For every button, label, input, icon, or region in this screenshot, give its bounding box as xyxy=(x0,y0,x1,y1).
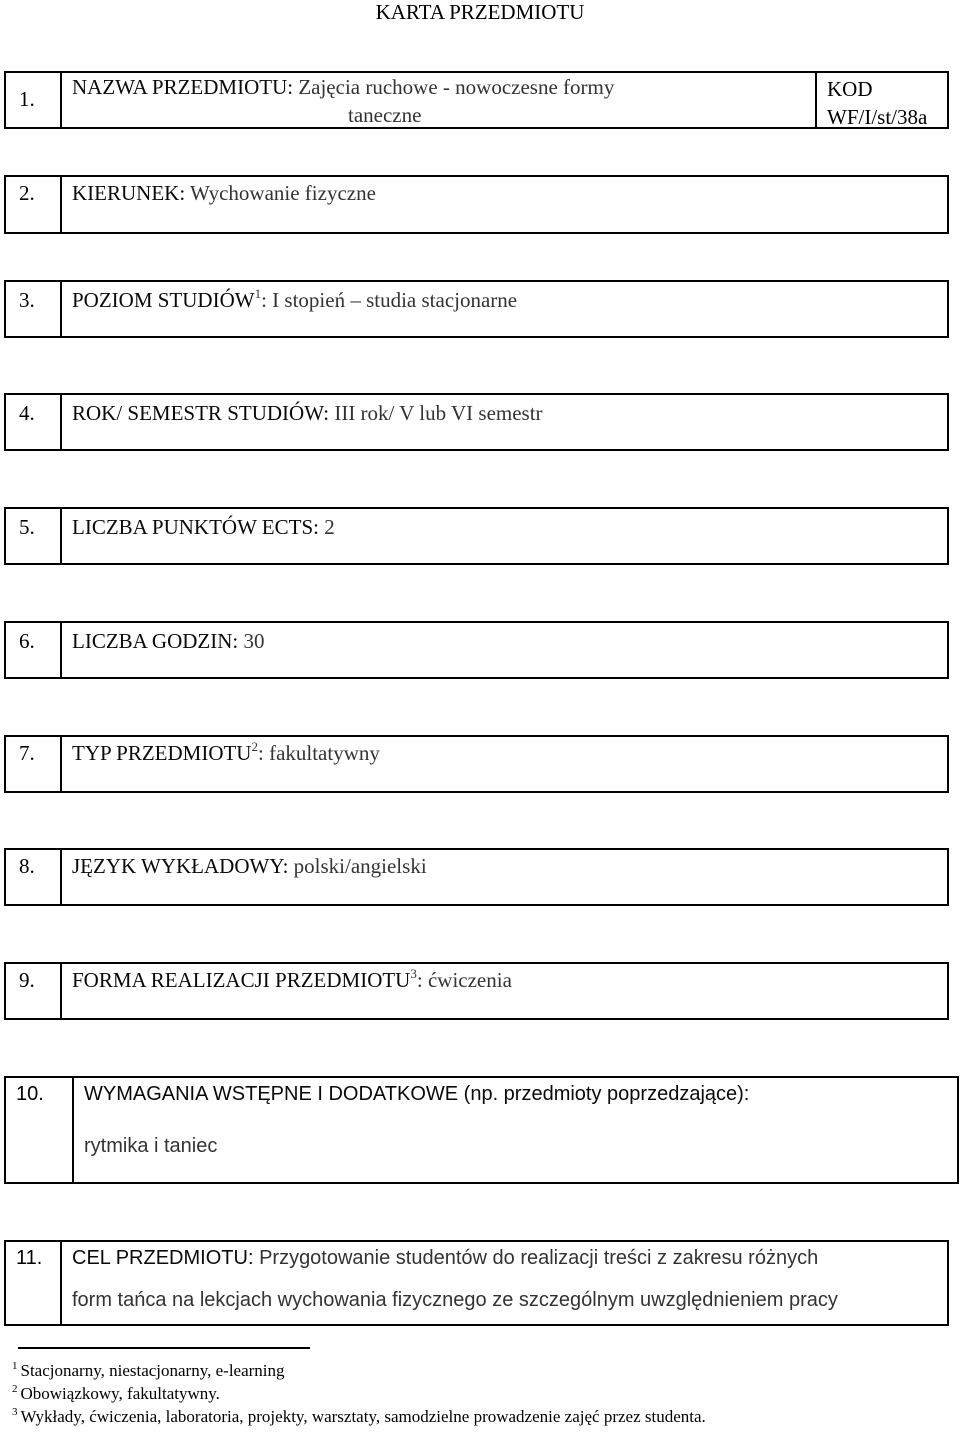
row-4 xyxy=(4,393,949,451)
row-value: fakultatywny xyxy=(269,741,380,765)
row-value: Zajęcia ruchowe - nowoczesne formy xyxy=(298,75,615,99)
row-label: TYP PRZEDMIOTU xyxy=(72,741,252,765)
row-number: 5. xyxy=(19,515,35,539)
row-number: 7. xyxy=(19,741,35,765)
row-2 xyxy=(4,175,949,234)
footnote-separator xyxy=(18,1347,310,1349)
row-label: WYMAGANIA WSTĘPNE I DODATKOWE (np. przedmioty poprzedzające): xyxy=(84,1083,750,1105)
row-value: 30 xyxy=(243,629,265,653)
kod-value: WF/I/st/38a xyxy=(827,105,928,129)
row-label: CEL PRZEDMIOTU: xyxy=(72,1247,254,1269)
row-3: 3. POZIOM STUDIÓW$^1$: I stopień – studia stacjonarne xyxy=(4,280,949,338)
kod-cell xyxy=(815,73,947,127)
footnote-ref: 1 xyxy=(254,286,262,301)
row-6 xyxy=(4,621,949,679)
row-5 xyxy=(4,507,949,565)
footnote-ref: 2 xyxy=(251,739,258,754)
row-value: Wychowanie fizyczne xyxy=(190,181,376,205)
row-label: LICZBA GODZIN: xyxy=(72,629,239,653)
page-title: KARTA PRZEDMIOTU xyxy=(375,0,585,24)
row-1 xyxy=(4,71,949,129)
kod-label: KOD xyxy=(827,77,873,101)
row-value: III rok/ V lub VI semestr xyxy=(334,401,543,425)
row-11 xyxy=(4,1240,949,1326)
row-number: 11. xyxy=(16,1247,43,1269)
row-number: 6. xyxy=(19,629,35,653)
footnote: $^2$ Obowiązkowy, fakultatywny. xyxy=(12,1383,220,1403)
row-7: 7. TYP PRZEDMIOTU$^2$: fakultatywny xyxy=(4,735,949,793)
row-value: polski/angielski xyxy=(293,854,427,878)
footnote: $^3$ Wykłady, ćwiczenia, laboratoria, projekty, warsztaty, samodzielne prowadzenie zajęć przez studenta. xyxy=(12,1406,706,1426)
row-number: 9. xyxy=(19,968,35,992)
row-number: 10. xyxy=(16,1083,44,1105)
row-label: FORMA REALIZACJI PRZEDMIOTU xyxy=(72,968,411,992)
row-value: ćwiczenia xyxy=(427,968,512,992)
row-label: KIERUNEK: xyxy=(72,181,186,205)
row-value: 2 xyxy=(324,515,335,539)
row-10 xyxy=(4,1076,959,1184)
row-number: 2. xyxy=(19,181,35,205)
row-value-cont: form tańca na lekcjach wychowania fizycznego ze szczególnym uwzględnieniem pracy xyxy=(72,1289,838,1311)
row-label: POZIOM STUDIÓW xyxy=(72,288,255,312)
row-8 xyxy=(4,848,949,906)
footnote-ref: 3 xyxy=(410,966,417,981)
row-label: JĘZYK WYKŁADOWY: xyxy=(72,854,289,878)
row-number: 3. xyxy=(19,288,35,312)
row-number: 4. xyxy=(19,401,35,425)
row-number: 1. xyxy=(19,87,35,111)
row-value-cont: taneczne xyxy=(348,103,422,127)
footnote: $^1$ Stacjonarny, niestacjonarny, e-learning xyxy=(12,1360,285,1380)
row-label: ROK/ SEMESTR STUDIÓW: xyxy=(72,401,330,425)
row-value: rytmika i taniec xyxy=(84,1135,218,1157)
row-label: LICZBA PUNKTÓW ECTS: xyxy=(72,515,319,539)
row-label: NAZWA PRZEDMIOTU: xyxy=(72,75,294,99)
row-number: 8. xyxy=(19,854,35,878)
row-value: Przygotowanie studentów do realizacji treści z zakresu różnych xyxy=(259,1247,819,1269)
row-9: 9. FORMA REALIZACJI PRZEDMIOTU$^3$: ćwiczenia xyxy=(4,962,949,1020)
row-value: I stopień – studia stacjonarne xyxy=(272,288,518,312)
